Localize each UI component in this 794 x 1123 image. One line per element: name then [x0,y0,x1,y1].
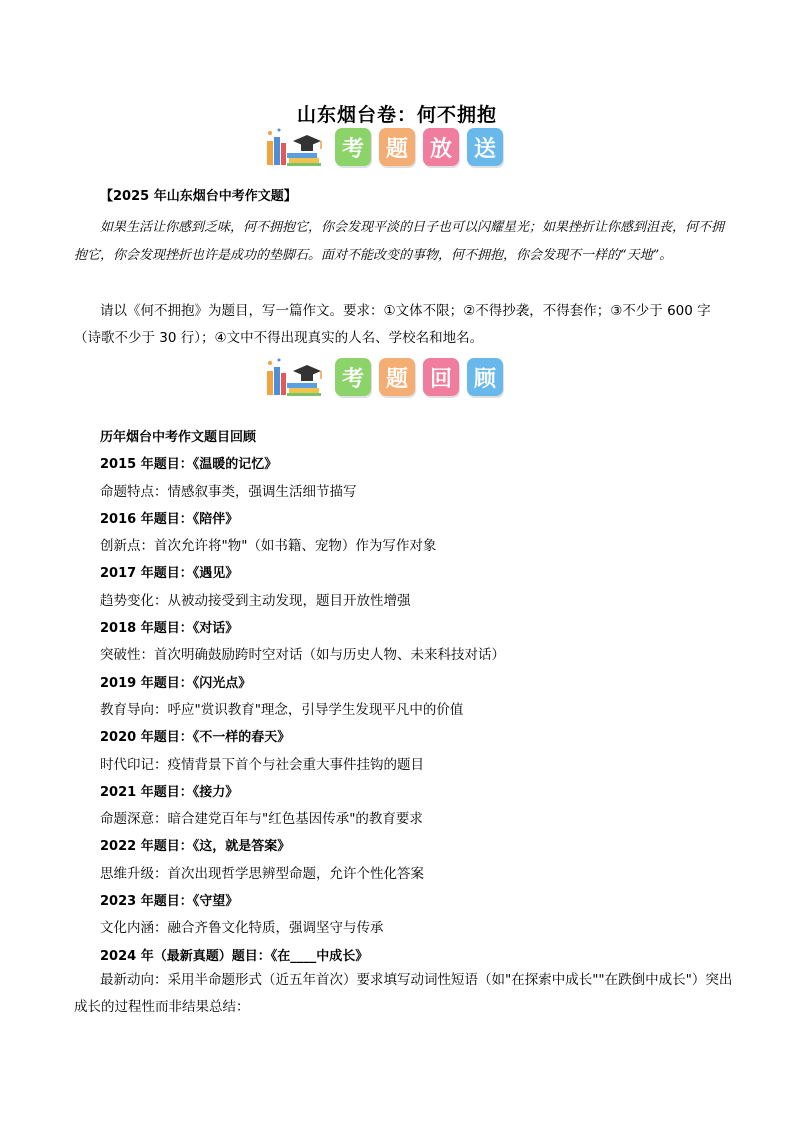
review-note: 命题深意：暗合建党百年与"红色基因传承"的教育要求 [100,811,423,828]
review-note: 突破性：首次明确鼓励跨时空对话（如与历史人物、未来科技对话） [100,647,505,664]
intro-text: 如果生活让你感到乏味，何不拥抱它，你会发现平淡的日子也可以闪耀星光；如果挫折让你感到沮丧，何不拥抱它，你会发现挫折也许是成功的垫脚石。面对不能改变的事物，何不拥抱，你会发现不一样的“天地”。 [74,220,725,263]
banner-tile: 考 [335,128,371,166]
review-list [100,424,740,970]
banner-tile: 顾 [467,358,503,396]
final-text: 最新动向：采用半命题形式（近五年首次）要求填写动词性短语（如"在探索中成长""在跌倒中成长"）突出成长的过程性而非结果总结： [74,972,733,1015]
review-year: 2023 年题目：《守望》 [100,894,239,910]
requirement-paragraph [74,298,730,352]
requirement-text: 请以《何不拥抱》为题目，写一篇作文。要求：①文体不限；②不得抄袭，不得套作；③不少于 600 字（诗歌不少于 30 行）；④文中不得出现真实的人名、学校名和地名。 [74,303,711,346]
banner-tile: 考 [335,358,371,396]
banner-exam-review [265,357,503,397]
review-note: 教育导向：呼应"赏识教育"理念，引导学生发现平凡中的价值 [100,701,464,718]
review-year: 2022 年题目：《这，就是答案》 [100,839,291,855]
review-heading: 历年烟台中考作文题目回顾 [100,430,257,445]
review-year: 2017 年题目：《遇见》 [100,566,239,582]
final-paragraph [74,967,734,1021]
banner-tile: 放 [423,128,459,166]
review-note: 思维升级：首次出现哲学思辨型命题，允许个性化答案 [100,865,424,882]
banner-tile: 回 [423,358,459,396]
review-year-latest: 2024 年（最新真题）题目：《在____中成长》 [100,948,369,964]
review-year: 2021 年题目：《接力》 [100,784,239,800]
books-graduation-icon [265,357,327,397]
banner-exam-broadcast [265,127,503,167]
review-note: 文化内涵：融合齐鲁文化特质，强调坚守与传承 [100,920,384,937]
page-title: 山东烟台卷：何不拥抱 [296,104,497,126]
banner-tile: 送 [467,128,503,166]
exam-heading: 【2025 年山东烟台中考作文题】 [100,189,297,204]
banner-tile: 题 [379,128,415,166]
review-note: 趋势变化：从被动接受到主动发现，题目开放性增强 [100,592,411,609]
intro-paragraph [74,214,730,270]
review-year: 2016 年题目：《陪伴》 [100,511,239,527]
review-note: 命题特点：情感叙事类，强调生活细节描写 [100,483,357,500]
review-note: 时代印记：疫情背景下首个与社会重大事件挂钩的题目 [100,756,424,773]
review-year: 2018 年题目：《对话》 [100,621,239,637]
books-graduation-icon [265,127,327,167]
review-note: 创新点：首次允许将"物"（如书籍、宠物）作为写作对象 [100,538,437,555]
review-year: 2020 年题目：《不一样的春天》 [100,730,291,746]
review-year: 2015 年题目：《温暖的记忆》 [100,457,278,473]
banner-tile: 题 [379,358,415,396]
review-year: 2019 年题目：《闪光点》 [100,675,252,691]
